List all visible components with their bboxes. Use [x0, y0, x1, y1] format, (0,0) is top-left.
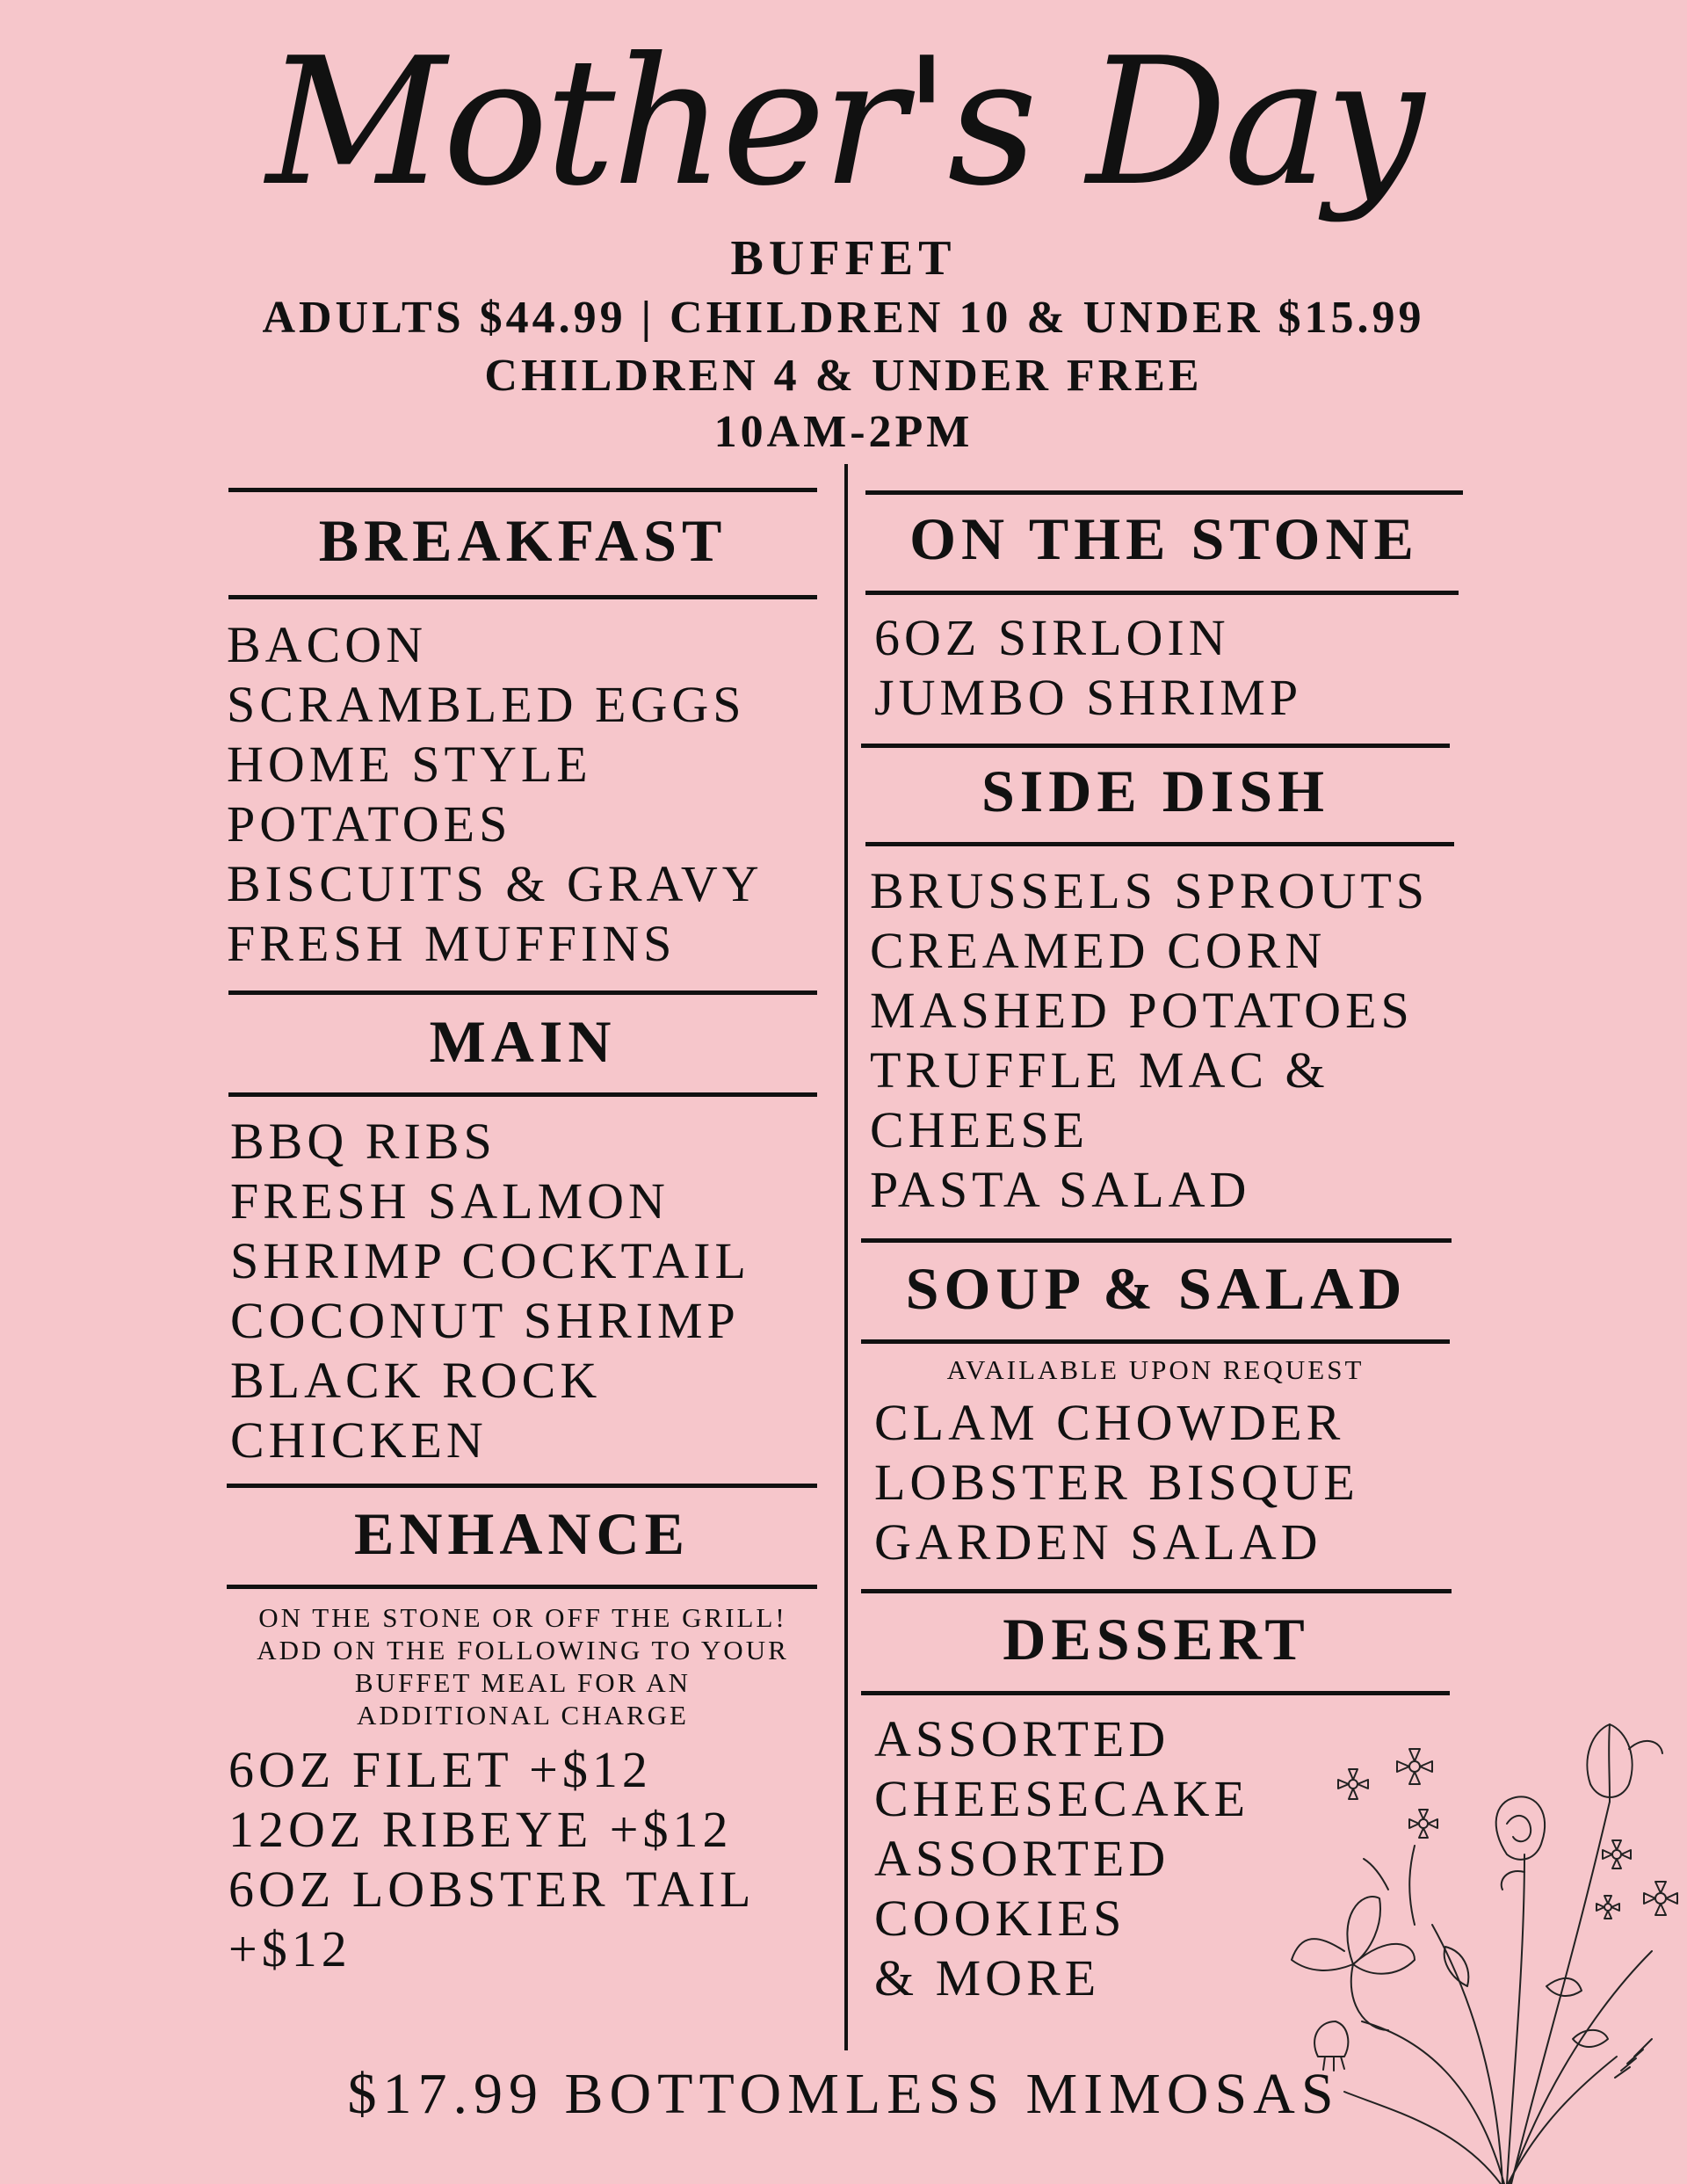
pricing-line-1: ADULTS $44.99 | CHILDREN 10 & UNDER $15.99 [262, 293, 1425, 343]
section-heading: SOUP & SALAD [905, 1255, 1408, 1322]
menu-item: LOBSTER BISQUE [874, 1454, 1359, 1511]
menu-item: PASTA SALAD [870, 1161, 1251, 1218]
menu-list [874, 1393, 1359, 1572]
section-rule [861, 1238, 1452, 1243]
menu-item: HOME STYLE [227, 736, 592, 793]
section-rule [861, 1339, 1450, 1344]
menu-list [874, 1709, 1249, 2008]
section-rule [228, 1092, 817, 1097]
footer-mimosas: $17.99 BOTTOMLESS MIMOSAS [347, 2062, 1340, 2126]
menu-item: CHEESE [870, 1101, 1090, 1158]
menu-item: BRUSSELS SPROUTS [870, 862, 1430, 919]
menu-item: CREAMED CORN [870, 922, 1327, 979]
section-heading: MAIN [429, 1008, 617, 1075]
menu-item: BISCUITS & GRAVY [227, 855, 764, 912]
menu-item: FRESH SALMON [230, 1172, 670, 1230]
enhance-note [220, 1601, 826, 1731]
menu-item: SCRAMBLED EGGS [227, 676, 746, 733]
menu-item: FRESH MUFFINS [227, 915, 677, 972]
section-heading: ON THE STONE [909, 505, 1419, 572]
section-heading: SIDE DISH [981, 758, 1330, 824]
menu-list [230, 1112, 750, 1470]
note-line: ADD ON THE FOLLOWING TO YOUR [257, 1635, 789, 1665]
page-subtitle: BUFFET [730, 231, 957, 286]
note-line: BUFFET MEAL FOR AN [354, 1667, 691, 1698]
section-rule [228, 595, 817, 599]
hours: 10AM-2PM [713, 407, 974, 457]
menu-item: BBQ RIBS [230, 1113, 496, 1170]
section-rule [865, 591, 1459, 595]
menu-list [228, 1740, 755, 1979]
menu-item: JUMBO SHRIMP [874, 669, 1303, 726]
section-rule [865, 842, 1454, 846]
menu-item: CLAM CHOWDER [874, 1394, 1345, 1451]
column-divider [844, 464, 848, 2050]
menu-item: ASSORTED [874, 1830, 1170, 1887]
section-rule [861, 744, 1450, 748]
section-heading: ENHANCE [353, 1500, 691, 1567]
menu-item: & MORE [874, 1949, 1101, 2006]
section-rule [228, 488, 817, 492]
menu-item: 6OZ FILET +$12 [228, 1741, 652, 1798]
pricing-line-2: CHILDREN 4 & UNDER FREE [484, 351, 1203, 401]
menu-item: BACON [227, 616, 428, 673]
menu-item: TRUFFLE MAC & [870, 1041, 1329, 1099]
menu-item: 6OZ SIRLOIN [874, 609, 1230, 666]
section-rule [861, 1589, 1452, 1593]
menu-item: SHRIMP COCKTAIL [230, 1232, 750, 1289]
menu-item: GARDEN SALAD [874, 1513, 1322, 1571]
menu-item: 6OZ LOBSTER TAIL [228, 1861, 756, 1918]
section-rule [227, 1484, 817, 1488]
page-title: Mother's Day [265, 20, 1422, 225]
soup-salad-note: AVAILABLE UPON REQUEST [946, 1354, 1365, 1385]
menu-item: CHEESECAKE [874, 1770, 1249, 1827]
menu-item: BLACK ROCK [230, 1352, 602, 1409]
section-heading: DESSERT [1003, 1606, 1310, 1672]
section-rule [227, 1585, 817, 1589]
menu-item: CHICKEN [230, 1411, 488, 1469]
menu-item: 12OZ RIBEYE +$12 [228, 1801, 733, 1858]
menu-item: +$12 [228, 1920, 351, 1977]
menu-item: COOKIES [874, 1890, 1126, 1947]
menu-list [227, 615, 764, 974]
section-heading: BREAKFAST [318, 507, 728, 574]
menu-list [870, 861, 1429, 1220]
menu-list [874, 608, 1302, 728]
menu-item: COCONUT SHRIMP [230, 1292, 740, 1349]
note-line: ON THE STONE OR OFF THE GRILL! [258, 1602, 787, 1633]
menu-item: POTATOES [227, 795, 512, 853]
section-rule [228, 990, 817, 995]
section-rule [865, 490, 1463, 495]
note-line: ADDITIONAL CHARGE [357, 1700, 689, 1731]
menu-item: MASHED POTATOES [870, 982, 1414, 1039]
menu-item: ASSORTED [874, 1710, 1170, 1767]
